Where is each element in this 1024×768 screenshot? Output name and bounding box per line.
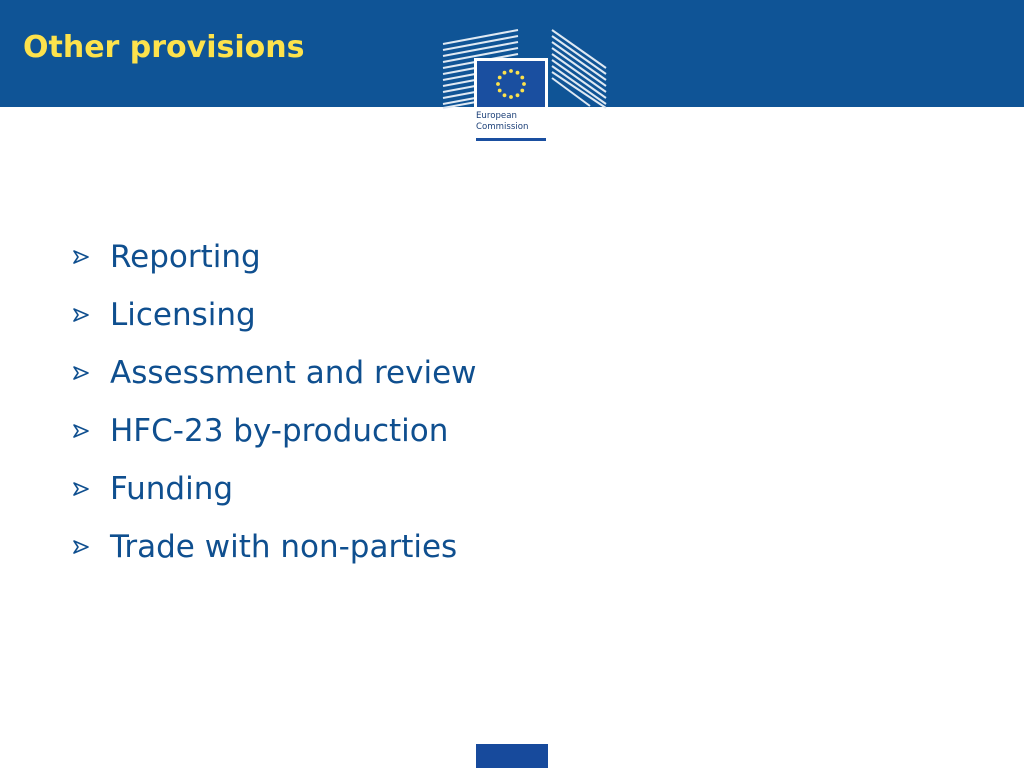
logo-caption-line2: Commission bbox=[476, 122, 529, 132]
bullet-item bbox=[72, 518, 477, 576]
bullet-text: HFC-23 by-production bbox=[110, 413, 449, 449]
arrowhead-bullet-icon bbox=[72, 365, 110, 381]
bullet-list bbox=[72, 228, 477, 576]
slide-title: Other provisions bbox=[23, 30, 305, 65]
arrowhead-bullet-icon bbox=[72, 249, 110, 265]
bullet-text: Trade with non-parties bbox=[110, 529, 458, 565]
arrowhead-bullet-icon bbox=[72, 423, 110, 439]
bullet-text: Assessment and review bbox=[110, 355, 477, 391]
european-commission-logo-icon bbox=[440, 28, 608, 144]
bullet-text: Reporting bbox=[110, 239, 261, 275]
bullet-item bbox=[72, 286, 477, 344]
arrowhead-bullet-icon bbox=[72, 307, 110, 323]
logo-caption-line1: European bbox=[476, 111, 517, 121]
bullet-item bbox=[72, 402, 477, 460]
bullet-text: Funding bbox=[110, 471, 234, 507]
logo-caption bbox=[476, 111, 548, 133]
arrowhead-bullet-icon bbox=[72, 539, 110, 555]
bullet-item bbox=[72, 228, 477, 286]
bullet-text: Licensing bbox=[110, 297, 256, 333]
bullet-item bbox=[72, 344, 477, 402]
footer-flag bbox=[476, 744, 548, 768]
arrowhead-bullet-icon bbox=[72, 481, 110, 497]
bullet-item bbox=[72, 460, 477, 518]
